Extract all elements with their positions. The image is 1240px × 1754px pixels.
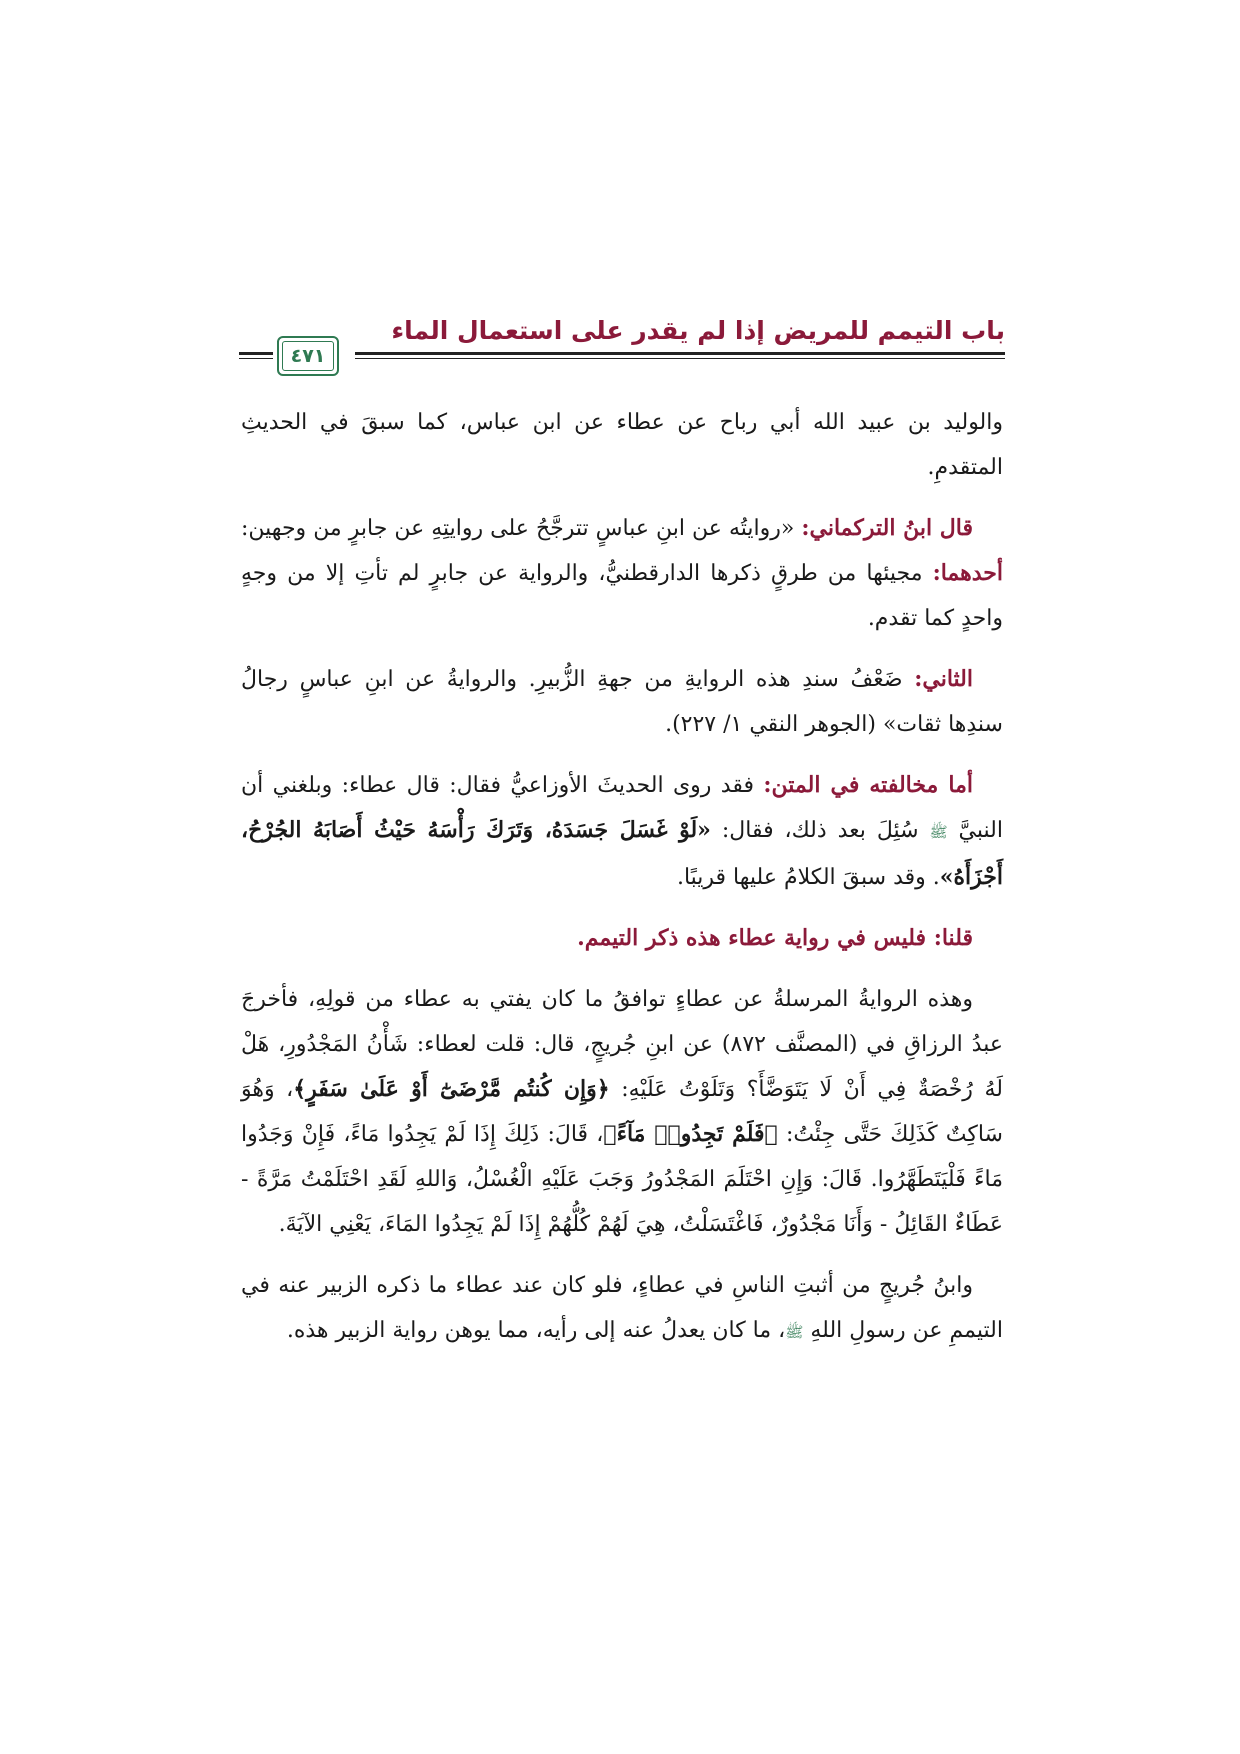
running-header (239, 308, 1005, 370)
main-text (241, 400, 1003, 1371)
page-number-badge (277, 336, 339, 376)
label-matn: أما مخالفته في المتن: (763, 772, 973, 798)
quran-quote-2: ﴿فَلَمْ تَجِدُوا۟ مَآءً﴾ (603, 1121, 778, 1147)
salla-ligature-icon-2: ﷺ (785, 1323, 804, 1341)
chapter-title: باب التيمم للمريض إذا لم يقدر على استعمال الماء (391, 316, 1005, 345)
paragraph-1-text: والوليد بن عبيد الله أبي رباح عن عطاء عن ابن عباس، كما سبقَ في الحديثِ المتقدمِ. (241, 410, 1003, 480)
paragraph-5-text: فليس في رواية عطاء هذه ذكر التيمم. (577, 925, 934, 951)
salla-ligature-icon: ﷺ (929, 823, 948, 841)
paragraph-6 (241, 977, 1003, 1247)
paragraph-3 (241, 657, 1003, 747)
hadith-quote: «لَوْ غَسَلَ جَسَدَهُ، وَتَرَكَ رَأْسَهُ حَيْثُ أَصَابَهُ الجُرْحُ، أَجْزَأَهُ» (241, 817, 1003, 890)
label-second: الثاني: (914, 666, 973, 692)
paragraph-5 (241, 916, 1003, 961)
label-qulna: قلنا: (933, 925, 973, 951)
header-rule-thick (355, 352, 1005, 355)
paragraph-2-text-a: «روايتُه عن ابنِ عباسٍ تترجَّحُ على روايتِهِ عن جابرٍ من وجهين: (241, 516, 802, 541)
paragraph-4-text-c: . وقد سبقَ الكلامُ عليها قريبًا. (676, 865, 940, 890)
paragraph-1 (241, 400, 1003, 490)
quran-quote-1: ﴿وَإِن كُنتُم مَّرْضَىٰٓ أَوْ عَلَىٰ سَفَرٍ﴾ (293, 1076, 610, 1102)
label-ibn-turkmani: قال ابنُ التركماني: (801, 515, 974, 541)
paragraph-3-text: ضَعْفُ سندِ هذه الروايةِ من جهةِ الزُّبيرِ. والروايةُ عن ابنِ عباسٍ رجالُ سندِها ثقات» (الجوهر النقي ١/ ٢٢٧). (241, 667, 1003, 737)
paragraph-6-text-a: وهذه الروايةُ المرسلةُ عن عطاءٍ توافقُ ما كان يفتي به عطاء من قولِهِ، فأخرجَ عبدُ الرزاقِ في (المصنَّف ٨٧٢) عن ابنِ جُريجٍ، قال: قلت لعطاء: شَأْنُ المَجْدُورِ، هَلْ لَهُ رُخْصَةٌ فِي أَنْ لَا يَتَوَضَّأَ؟ وَتَلَوْتُ عَلَيْهِ: (241, 987, 1003, 1102)
paragraph-2-text-b: مجيئها من طرقٍ ذكرها الدارقطنيُّ، والرواية عن جابرٍ لم تأتِ إلا من وجهٍ واحدٍ كما تقدم. (241, 561, 1003, 631)
label-first: أحدهما: (932, 560, 1003, 586)
paragraph-4-text-b: سُئِلَ بعد ذلك، فقال: (710, 818, 930, 843)
header-rule-thin (355, 358, 1005, 359)
paragraph-4-text-a: فقد روى الحديثَ الأوزاعيُّ فقال: قال عطاء: وبلغني أن النبيَّ (241, 773, 1003, 843)
paragraph-7 (241, 1263, 1003, 1355)
paragraph-4 (241, 763, 1003, 900)
header-rule-left (239, 352, 273, 355)
paragraph-6-text-c: ، قَالَ: ذَلِكَ إِذَا لَمْ يَجِدُوا مَاءً، فَإِنْ وَجَدُوا مَاءً فَلْيَتَطَهَّرُوا. قَالَ: وَإِنِ احْتَلَمَ المَجْدُورُ وَجَبَ عَلَيْهِ الْغُسْلُ، وَاللهِ لَقَدِ احْتَلَمْتُ مَرَّةً - عَطَاءٌ القَائِلُ - وَأَنَا مَجْدُورٌ، فَاغْتَسَلْتُ، هِيَ لَهُمْ كُلُّهُمْ إِذَا لَمْ يَجِدُوا المَاءَ، يَعْنِي الآيَةَ. (241, 1122, 1003, 1237)
paragraph-6-text-b: ، وَهُوَ سَاكِتٌ كَذَلِكَ حَتَّى جِئْتُ: (241, 1077, 1003, 1147)
header-rule-left-thin (239, 358, 273, 359)
paragraph-7-text-b: ، ما كان يعدلُ عنه إلى رأيه، مما يوهن رواية الزبير هذه. (286, 1318, 786, 1343)
paragraph-7-text-a: وابنُ جُريجٍ من أثبتِ الناسِ في عطاءٍ، فلو كان عند عطاء ما ذكره الزبير عنه في التيممِ عن رسولِ اللهِ (241, 1273, 1003, 1343)
paragraph-2 (241, 506, 1003, 641)
page-number: ٤٧١ (290, 345, 326, 367)
